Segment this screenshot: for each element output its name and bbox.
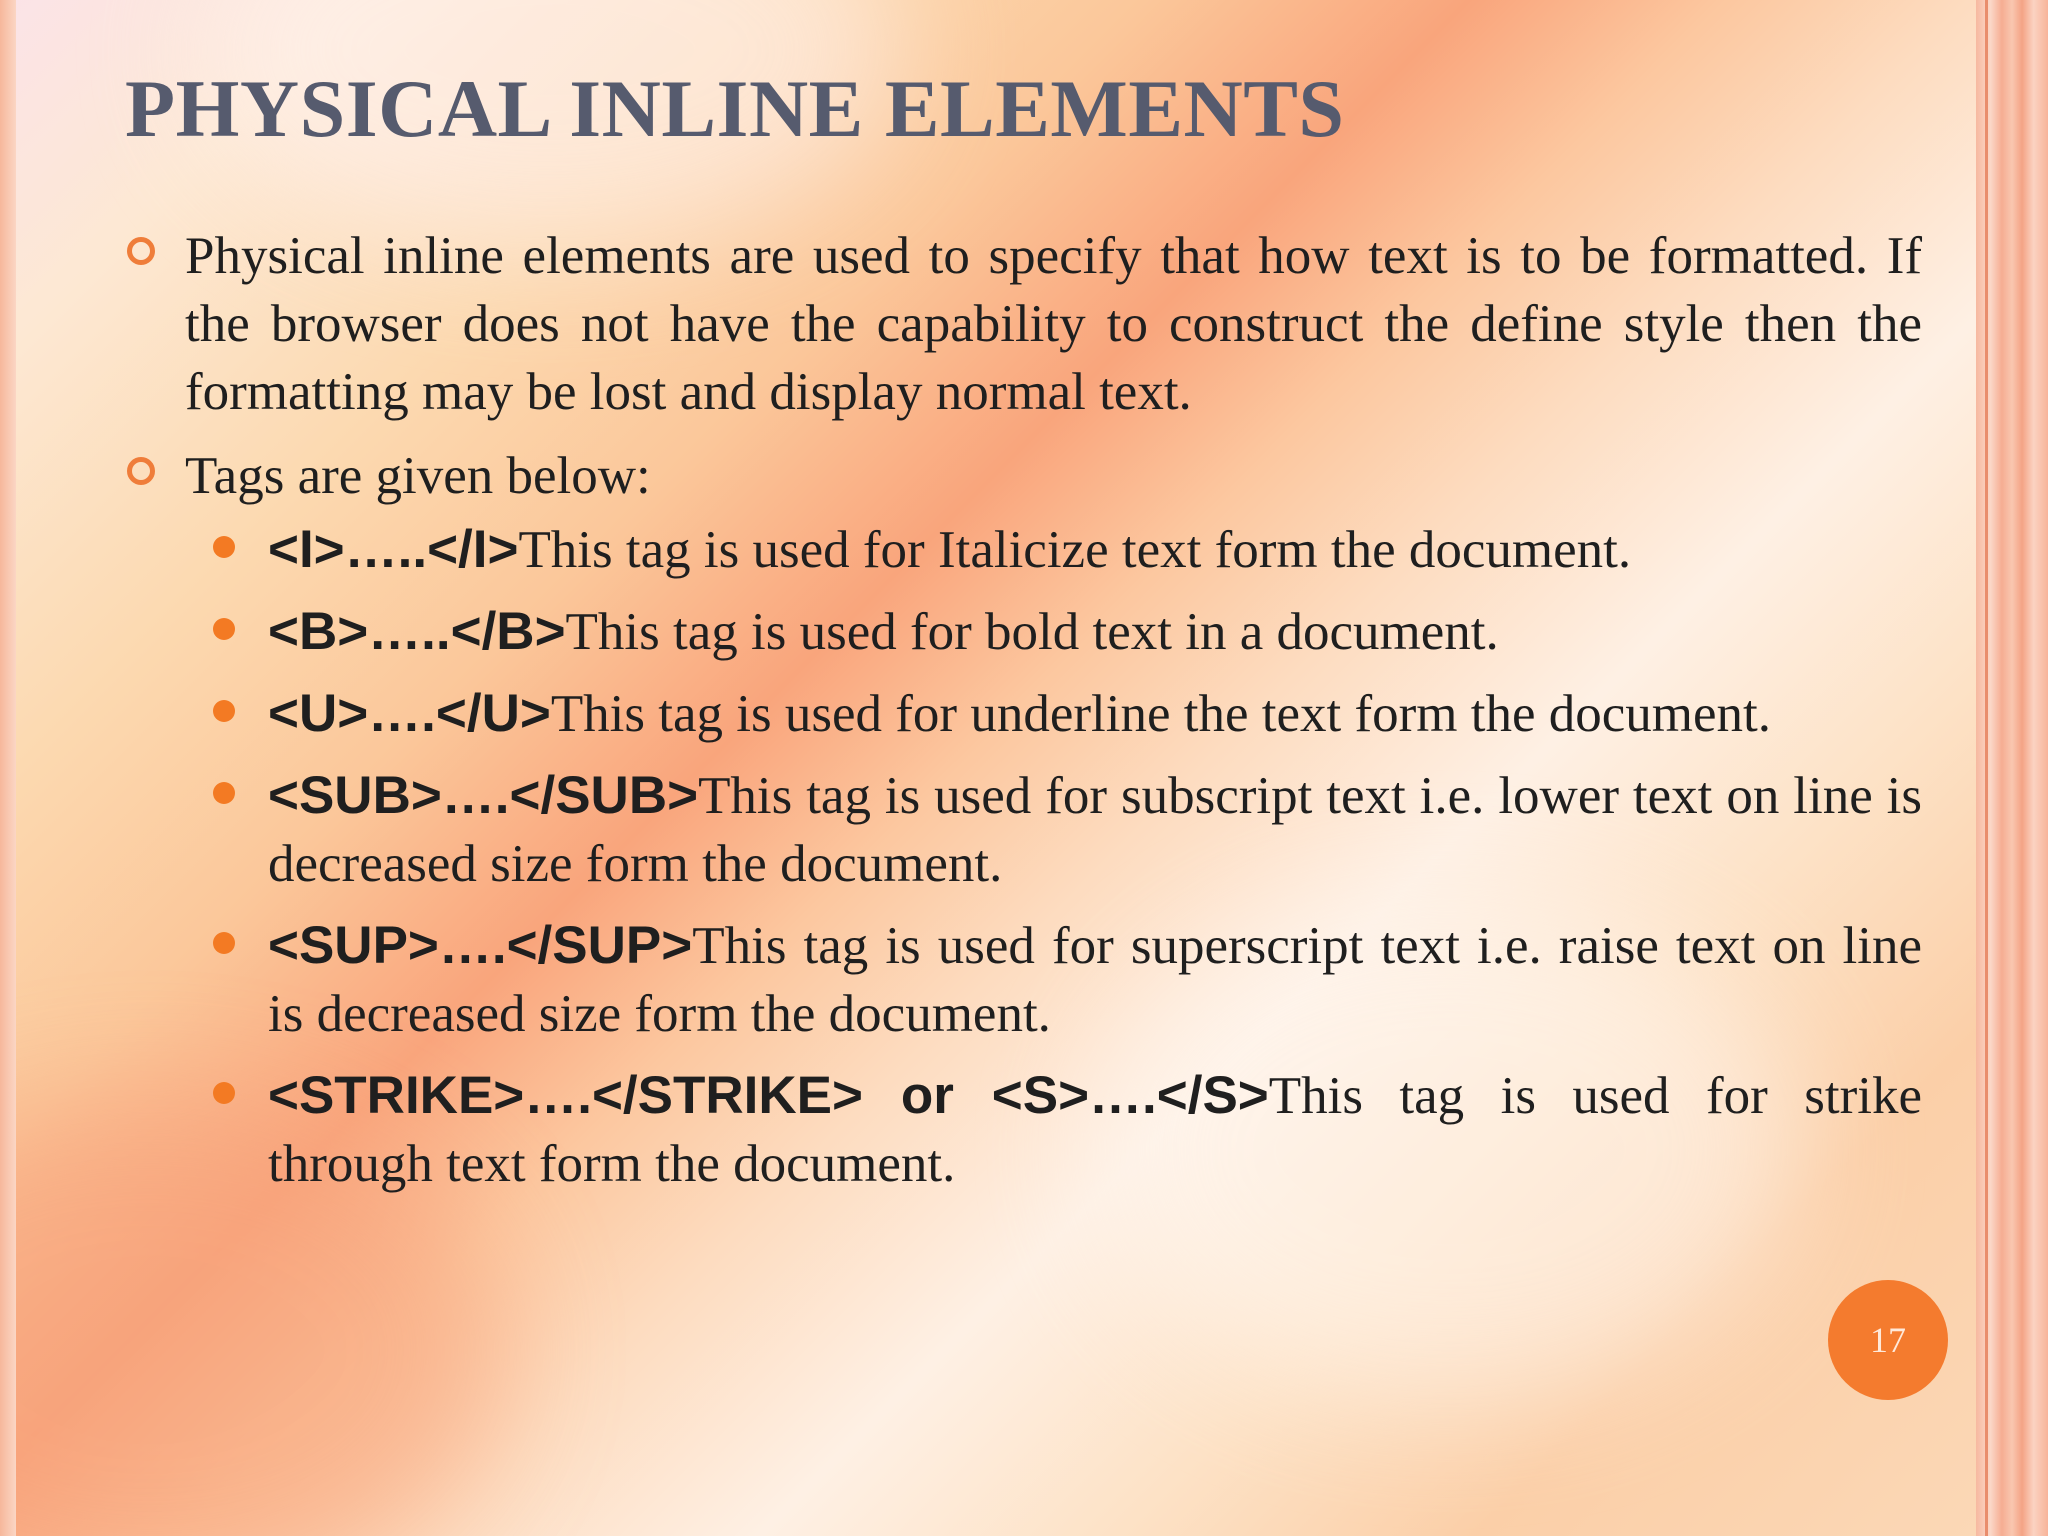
- dot-bullet-icon: [213, 932, 235, 954]
- dot-bullet-icon: [213, 700, 235, 722]
- bullet-item: [125, 222, 1922, 426]
- tag-description: This tag is used for underline the text form the document.: [550, 685, 1771, 743]
- tag-description: This tag is used for subscript text i.e. lower text on line is decreased size form the document.: [268, 767, 1922, 893]
- page-number: 17: [1870, 1320, 1906, 1360]
- sub-bullet-item: [125, 762, 1922, 898]
- ring-bullet-icon: [127, 237, 155, 265]
- dot-bullet-icon: [213, 1082, 235, 1104]
- bullet-item: [125, 442, 1922, 510]
- page-number-badge: [1828, 1280, 1948, 1400]
- tag-description: This tag is used for strike through text form the document.: [268, 1067, 1922, 1193]
- tag-description: This tag is used for Italicize text form the document.: [518, 521, 1632, 579]
- dot-bullet-icon: [213, 782, 235, 804]
- slide-content: [125, 222, 1922, 1212]
- dot-bullet-icon: [213, 536, 235, 558]
- sub-bullet-item: [125, 1062, 1922, 1198]
- ring-bullet-icon: [127, 457, 155, 485]
- tag-name: <U>….</U>: [268, 684, 551, 743]
- slide-title: PHYSICAL INLINE ELEMENTS: [125, 63, 1345, 154]
- bullet-text: Physical inline elements are used to specify that how text is to be formatted. If the browser does not have the capability to construct the define style then the formatting may be lost and display normal text.: [185, 227, 1922, 421]
- slide-frame-left: [0, 0, 16, 1536]
- tag-name: <I>…..</I>: [268, 520, 519, 579]
- tag-name: <SUB>….</SUB>: [268, 766, 699, 825]
- tag-name: <B>…..</B>: [268, 602, 566, 661]
- sub-bullet-item: [125, 598, 1922, 666]
- slide-frame-line: [1985, 0, 1988, 1536]
- tag-description: This tag is used for superscript text i.e. raise text on line is decreased size form the document.: [268, 917, 1922, 1043]
- sub-bullet-item: [125, 516, 1922, 584]
- tag-description: This tag is used for bold text in a document.: [565, 603, 1499, 661]
- sub-bullet-item: [125, 680, 1922, 748]
- tag-name: <SUP>….</SUP>: [268, 916, 693, 975]
- tag-name: <STRIKE>….</STRIKE> or <S>….</S>: [268, 1066, 1269, 1125]
- dot-bullet-icon: [213, 618, 235, 640]
- sub-bullet-item: [125, 912, 1922, 1048]
- bullet-text: Tags are given below:: [185, 447, 651, 505]
